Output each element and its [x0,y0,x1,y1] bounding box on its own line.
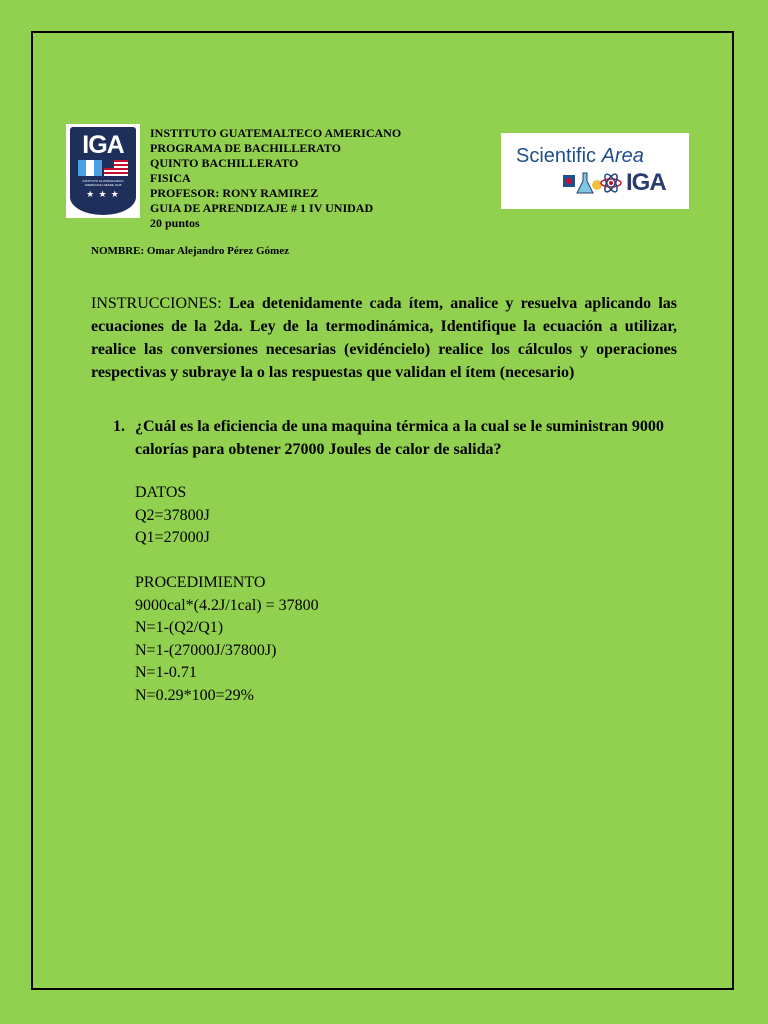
iga-shield [70,127,136,215]
scientific-iga-text: IGA [626,169,666,196]
header-program: PROGRAMA DE BACHILLERATO [150,141,341,155]
procedimiento-label: PROCEDIMIENTO [135,574,266,591]
stars-icon: ★ ★ ★ [86,189,120,199]
iga-logo-letters: IGA [82,131,124,159]
question-number: 1. [113,418,125,435]
bulb-icon [592,180,602,190]
step-result: N=0.29*100=29% [135,686,254,704]
science-icons [561,169,623,197]
flask-icon [577,173,593,193]
q1-value: Q1=27000J [135,529,210,546]
answer-block [135,482,319,707]
q2-value: Q2=37800J [135,506,210,524]
step-substitution: N=1-(27000J/37800J) [135,641,277,659]
header-teacher: PROFESOR: RONY RAMIREZ [150,186,319,200]
guatemala-flag-icon [78,160,102,176]
header-grade: QUINTO BACHILLERATO [150,156,299,170]
area-word: Area [601,145,644,167]
header-school: INSTITUTO GUATEMALTECO AMERICANO [150,126,402,140]
question-1 [113,415,681,461]
student-name: NOMBRE: Omar Alejandro Pérez Gómez [91,245,289,257]
instructions-label: INSTRUCCIONES: [91,295,222,312]
header-subject: FISICA [150,171,191,185]
header-points: 20 puntos [150,216,200,230]
step-formula: N=1-(Q2/Q1) [135,619,224,636]
instructions-text: Lea detenidamente cada ítem, analice y resuelva aplicando las ecuaciones de la 2da. Ley de la termodinámica, Identifique la ecuación a utilizar, realice las conversiones necesarias (evidéncielo) realice los cálculos y operaciones respectivas y subraye la o las respuestas que validan el ítem (necesario) [91,295,677,381]
datos-label: DATOS [135,484,187,501]
blank-line [135,550,319,573]
document-header [150,126,401,231]
scientific-word: Scientific [516,145,597,167]
iga-logo-motto: INSTITUTO GUATEMALTECO AMERICANO DESDE 1945 [82,179,124,187]
header-guide: GUIA DE APRENDIZAJE # 1 IV UNIDAD [150,201,374,215]
usa-flag-icon [104,160,128,176]
step-conversion: 9000cal*(4.2J/1cal) = 37800 [135,596,319,614]
question-text: ¿Cuál es la eficiencia de una maquina térmica a la cual se le suministran 9000 calorías para obtener 27000 Joules de calor de salida? [135,418,664,458]
step-subtraction: N=1-0.71 [135,664,197,681]
instructions-paragraph [91,292,677,384]
scientific-area-title [516,145,644,168]
iga-logo [66,124,140,218]
scientific-area-logo [501,133,689,209]
